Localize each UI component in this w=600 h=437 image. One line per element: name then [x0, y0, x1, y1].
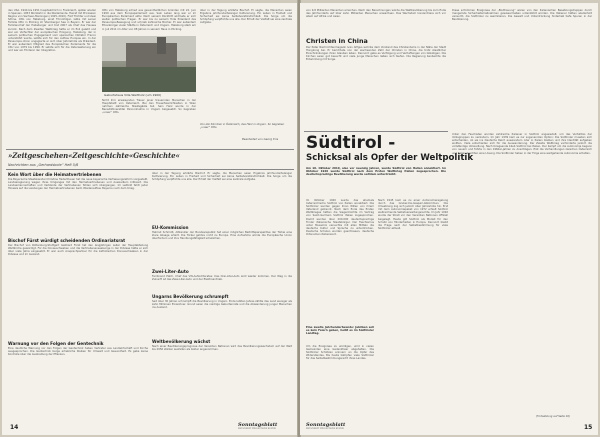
left-masthead-tagline: ZEITSCHRIFT FÜR DEUTSCHE KULTUR — [238, 428, 276, 430]
right-masthead-tagline: ZEITSCHRIFT FÜR DEUTSCHE KULTUR — [306, 428, 344, 430]
suedtirol-col3-text: Unter den Faschisten wurden zahlreiche Italiener in Südtirol angesiedelt, um das Verhältnis der Volksgruppen zu verändern. Im Jahr 1939 kam es zur sogenannten Option: Die Südtiroler mussten sich entscheiden, ob sie ins Deutsche Reich auswandern oder in Italien bleiben und ihre Identität aufgeben wollten. Viele entschieden sich für die Auswanderung. Der Zweite Weltkrieg verhinderte jedoch die vollständige Umsiedlung. Nach Kriegsende blieb Südtirol bei Italien. Der Kampf um die Autonomie begann von neuem und führte in den 1960er-Jahren zu Anschlägen. Erst die Verhandlungen zwischen Österreich und Italien brachten eine Lösung. Die Südtiroler haben in der Folge eine weitgehende Autonomie erhalten. — [452, 133, 592, 155]
continuation-note: (Fortsetzung auf Seite 16) — [536, 415, 570, 418]
suedtirol-col1-bold: Eine zweite Jahrhundertwende: Jubiläen soll es kein Feiern geben, heißt es im Südtiroler Landtag. — [306, 325, 374, 336]
headline-eu: EU-Kommission — [152, 225, 189, 230]
left-masthead-title: Sonntagsblatt — [238, 422, 278, 428]
section-band-title: »Zeitgeschehen«Zeitgeschichte«Geschichte« — [8, 151, 180, 160]
left-page — [2, 3, 298, 435]
photo-caption: Geburtshaus Villa Wartholz (um 1900) — [104, 93, 162, 97]
left-masthead — [238, 422, 277, 430]
kein-wort-text: Die Bayerische Staatskanzlei Christine Haderthauer hat die neue bayerische Verfassungsreform vorgestellt. Landesregierung wegen ihres Umganges mit den Heimatvertriebenen und Aussiedlern kritisiert. Die Landesmannschaften und Verbände der Vertriebenen fühlen sich übergangen. Im Leitbild fehlt jeder Hinweis auf die Leistungen der Heimatvertriebenen beim Wiederaufbau Bayerns nach dem Krieg. — [8, 178, 148, 191]
ungarns-text: Seit über 30 Jahren schrumpft die Bevölkerung in Ungarn. Ende letzten Jahres zählte das Land weniger als zehn Millionen Einwohner. Grund seien die niedrige Geburtenrate und die Abwanderung junger Menschen ins Ausland. — [152, 300, 292, 310]
section-band-subtitle: Nachrichten aus „Gerhardsbote“ Heft 5/6 — [8, 163, 79, 167]
christen-text: Der Pater Nachrichtenmagazin Ivan Alfigus wohnte dem Vorstand des Christentums in der Nähe der Stadt Hongkong bei. Er berichtete von der wachsenden Zahl der Christen in China, die trotz staatlicher Einschränkungen ihren Glauben leben. Dennoch gebe es Verfolgung und Verhaftungen von Gläubigen. Die Kirchen seien gut besucht und viele junge Menschen ließen sich taufen. Die Regierung beobachte die Entwicklung mit Sorge. — [306, 46, 446, 62]
headline-suedtirol-sub: Schicksal als Opfer der Weltpolitik — [306, 153, 474, 163]
right-col1-top-text: von 9,8 Milliarden Menschen erreichen. Nach den Berechnungen würde die Weltbevölkerung bis zum Ende des Jahrhunderts auf über zehn Milliarden Menschen anwachsen. Das Wachstum konzentriere sich vor allem auf Afrika und Asien. — [306, 9, 446, 19]
left-col3-text: über in der Tagung erklärte Bischof. Er sagte, die Menschen seien Ergebnis jahrhundertelanger Kultivierung. Ein Leben in Freiheit und Sicherheit sei keine Selbstverständlichkeit. Die Sorge um die Schöpfung verpflichte uns alle. Der Erhalt der Vielfalt sei eine zentrale Aufgabe. — [200, 9, 292, 25]
suedtirol-lead: Am 10. Oktober 2010, also vor neunzig Jahren, wurde Südtirol von Italien annektiert. Im Oktober 1920 wurde Südtirol nach dem Ersten Weltkrieg Italien zugesprochen. Die deutschsprachige Bevölkerung wurde seitdem unterdrückt. — [306, 166, 446, 177]
right-masthead-title: Sonntagsblatt — [306, 422, 346, 428]
bischof-text: Der Bischof von Rottenburg-Stuttgart Gebhard Fürst hat den langjährigen Leiter der Hauptabteilung Weltkirche gewürdigt. Für die Donauschwaben und die Vertriebenenseelsorge in der Diözese hatte er sich über viele Jahre eingesetzt. Er war auch Ansprechpartner für die katholischen Donauschwaben in der Diözese und im Ausland. — [8, 244, 148, 257]
left-page-number: 14 — [10, 424, 19, 431]
suedtirol-col1-text: Im Oktober 1920 wurde das ehemals österreichische Südtirol von Italien annektiert. Die Südtiroler wurden gegen ihren Willen von ihrem Vaterland getrennt. Nach dem Ende des Ersten Weltkrieges hatten die Siegermächte im Vertrag von Saint-Germain Südtirol Italien zugesprochen. Damit wurden über 200.000 deutschsprachige Tiroler italienische Staatsbürger. Der Faschismus unter Mussolini versuchte mit allen Mitteln die deutsche Kultur und Sprache zu unterdrücken. Deutsche Schulen wurden geschlossen, deutsche Ortsnamen italianisiert. — [306, 199, 374, 237]
castle-photo — [102, 36, 196, 92]
headline-warnung: Warnung vor den Folgen der Gentechnik — [8, 341, 104, 346]
headline-suedtirol: Südtirol - — [306, 133, 396, 153]
headline-bischof: Bischof Fürst würdigt scheidenden Ordinariatsrat — [8, 238, 126, 243]
weltbev-text: Nach einer Bevölkerungsprognose der Vereinten Nationen wird das Bevölkerungswachstum auf der Welt bis 2050 stärker ausfallen als bisher angenommen. — [152, 345, 292, 352]
suedtirol-col1-text2: Um die Ereignisse zu würdigen, wird in vielen Gemeinden eine Gedenkfeier abgehalten. Die Südtiroler Schützen erinnern an die Opfer des Widerstandes. Bis heute kämpfen viele Südtiroler für das Selbstbestimmungsrecht ihres Landes. — [306, 345, 374, 361]
right-masthead — [306, 422, 345, 430]
suedtirol-top-rule — [304, 131, 448, 132]
right-column-intro-text: über in der Tagung erklärte Bischof. Er sagte, die Menschen seien Ergebnis jahrhundertelanger Kultivierung. Ein Leben in Freiheit und Sicherheit sei keine Selbstverständlichkeit. Die Sorge um die Schöpfung verpflichte uns alle. Der Erhalt der Vielfalt sei eine zentrale Aufgabe. — [152, 172, 292, 182]
right-page — [300, 3, 598, 435]
headline-christen-china: Christen in China — [306, 37, 368, 45]
eu-text: Helmut Schmidt, Altkanzler der Bundesrepublik hat einer möglichen Beitrittsperspektive der Türkei eine klare Absage erteilt. Die Türkei gehöre nicht zu Europa. Eine Aufnahme würde die Europäische Union überfordern und ihre Handlungsfähigkeit schwächen. — [152, 231, 292, 241]
headline-weltbevoelkerung: Weltbevölkerung wächst — [152, 339, 211, 344]
headline-zwei-liter: Zwei-Liter-Auto — [152, 269, 189, 274]
right-page-number: 15 — [584, 424, 593, 431]
zwei-liter-text: Ferdinand Piëch, Chef des VW-Aufsichtsrates: Das Drei-Liter-Auto wird wieder kommen. Der Weg in die Zukunft ist das Zwei-Liter-Auto und der Elektroantrieb. — [152, 275, 292, 282]
band-bottom-rule — [6, 169, 294, 170]
headline-ungarns: Ungarns Bevölkerung schrumpft — [152, 294, 229, 299]
byline: Bearbeitet von Georg Kris — [242, 137, 279, 141]
quote-line: Von der Kärntner in Österreich, das Herz in Ungarn. So begraben „unser“ Otto. — [200, 123, 285, 129]
suedtirol-col2-text: Nach 1945 kam es zu einer Autonomieregelung durch das Gruber-De-Gasperi-Abkommen. Die Umsetzung zog sich jedoch über Jahrzehnte hin. Erst mit dem Autonomiepaket von 1972 erhielt Südtirol weitreichende Selbstverwaltungsrechte. Im Jahr 1992 wurde der Streit vor den Vereinten Nationen offiziell beigelegt. Heute gilt Südtirol als Modell für den Schutz von Minderheiten in Europa. Dennoch bleibt die Frage nach der Selbstbestimmung für viele Südtiroler aktuell. — [378, 199, 448, 230]
warnung-text: Eine deutliche Warnung vor den Folgen der Gentechnik haben Vertreter aus Landwirtschaft und Kirche ausgesprochen. Die Gentechnik berge erhebliche Risiken für Umwelt und Gesundheit. Es gebe keine Kontrolle über die Ausbreitung der Pflanzen. — [8, 347, 148, 357]
left-col2-bottom-text: Nicht ihm erweisenden Trauer jener trauernden Menschen in der Hauptstadt von Österreich. Bei den Trauerfeierlichkeiten in Wien nahmen zahlreiche Staatsgäste teil. Sein Herz wurde in der Benediktinerabtei Pannonhalma in Ungarn beigesetzt. So begraben „unser“ Otto. — [102, 99, 196, 115]
left-col1-text: den USA. 1944 bis 1951 hauptsächlich in Frankreich, später wieder in Spanien. 1953 Rückkehr in die Niederlande. Heirat mit Prinzessin Regina von Sachsen-Meiningen (1925–2010). Fünf Töchter und zwei Söhne. Otto von Habsburg, einst Thronfolger, lebte mit seiner Familie Otto in Pöcking im Starnberger See in Bayern. Er war der Familienchef der Habsburger und trat 2007 als Chef des Hauses zurück. Nach dem Zweiten Weltkrieg hatte er im Exil gelebt und war ein Verfechter der europäischen Einigung. Habsburg, der in seinem politischen Engagement vom spanischen Diktator Franco unterstützt wurde, setzte sich für den Aufbau Europas ein. In der Paneuropa-Union engagierte er sich über Jahrzehnte als Präsident. Er war außerdem Mitglied des Europäischen Parlaments für die CSU von 1979 bis 1999. Er setzte sich für die Osterweiterung ein und war ein Förderer der Integration. — [8, 9, 96, 53]
left-col2-text: Otto von Habsburg schied aus gesundheitlichen Gründen mit 22. Juni 1999 aus dem Europaparlament aus. Sein Leben lang war er im Europäischen Parlament aktiv. Nach seinem Rücktritt widmete er sich weiter politischen Fragen. Er war bis zu seinem Tode Präsident des Paneuropa-Bewegung und schrieb zahlreiche Bücher. Er war außerdem Ehrenbürger vieler Städte in Österreich und Ungarn. Habsburg starb am 4. Juli 2011 im Alter von 98 Jahren in seinem Haus in Pöcking. — [102, 9, 196, 31]
headline-kein-wort: Kein Wort über die Heimatvertriebenen — [8, 172, 102, 177]
band-top-rule — [6, 149, 294, 150]
right-col2-top-text: Diese schlimmen Ereignisse der „Bluttrauung“ waren von den italienischen Besatzungstruppen durch mangelnde Sicherheitsmaßnahmen gewissermaßen unterstützt worden. Die Italiener hatten wiederholt versucht, die Südtiroler zu assimilieren. Die Gewalt und Unterdrückung hinterließ tiefe Spuren in der Bevölkerung. — [452, 9, 592, 22]
